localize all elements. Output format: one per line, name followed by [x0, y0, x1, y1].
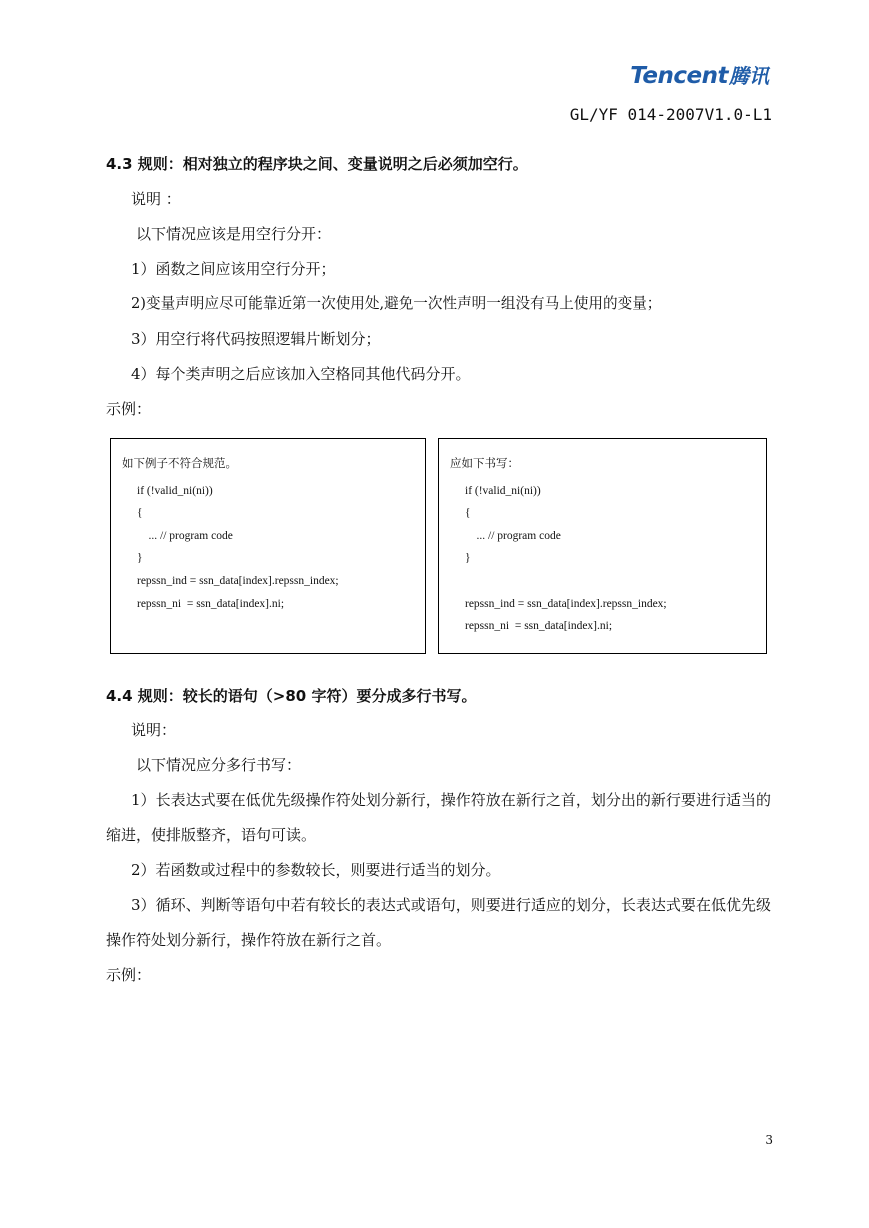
bad-example-box — [110, 438, 426, 654]
logo-text-en: Tencent — [630, 63, 728, 89]
good-example-box — [438, 438, 767, 654]
code-line: if (!valid_ni(ni)) — [465, 485, 541, 497]
good-example-title: 应如下书写： — [450, 456, 519, 470]
code-line: } — [465, 552, 471, 564]
code-line: ... // program code — [465, 530, 561, 542]
section-4-3-example-label: 示例： — [106, 400, 152, 418]
code-line: repssn_ind = ssn_data[index].repssn_index; — [465, 598, 667, 610]
page-number: 3 — [765, 1133, 773, 1147]
code-line: } — [137, 552, 143, 564]
section-4-4-example-label: 示例： — [106, 966, 152, 984]
section-4-4-item-1: 1）长表达式要在低优先级操作符处划分新行，操作符放在新行之首，划分出的新行要进行适当的缩进，使排版整齐，语句可读。 — [106, 791, 771, 844]
section-4-3-item-1: 1）函数之间应该用空行分开； — [131, 260, 336, 278]
bad-example-title: 如下例子不符合规范。 — [122, 456, 237, 470]
section-4-4-intro: 以下情况应分多行书写： — [136, 756, 302, 774]
section-4-3-note-label: 说明 ： — [131, 190, 181, 208]
section-4-4-item-3: 3）循环、判断等语句中若有较长的表达式或语句，则要进行适应的划分，长表达式要在低优先级操作符处划分新行，操作符放在新行之首。 — [106, 896, 771, 949]
code-line: if (!valid_ni(ni)) — [137, 485, 213, 497]
section-4-4-note-label: 说明： — [131, 721, 177, 739]
code-line: repssn_ni = ssn_data[index].ni; — [465, 620, 613, 632]
code-line: ... // program code — [137, 530, 233, 542]
document-number: GL/YF 014-2007V1.0-L1 — [569, 105, 772, 124]
logo-text-cn: 腾讯 — [729, 64, 769, 88]
section-4-4-item-2: 2）若函数或过程中的参数较长，则要进行适当的划分。 — [131, 861, 501, 879]
section-4-3-item-4: 4）每个类声明之后应该加入空格同其他代码分开。 — [131, 365, 471, 383]
tencent-logo — [630, 60, 769, 89]
code-line: repssn_ni = ssn_data[index].ni; — [137, 598, 285, 610]
code-line: { — [137, 507, 143, 519]
code-line: repssn_ind = ssn_data[index].repssn_index; — [137, 575, 339, 587]
section-4-3-item-2: 2)变量声明应尽可能靠近第一次使用处,避免一次性声明一组没有马上使用的变量； — [131, 295, 662, 312]
code-line: { — [465, 507, 471, 519]
section-4-3-item-3: 3）用空行将代码按照逻辑片断划分； — [131, 330, 381, 348]
section-4-3-intro: 以下情况应该是用空行分开： — [136, 225, 332, 243]
section-4-3-heading: 4.3 规则：相对独立的程序块之间、变量说明之后必须加空行。 — [106, 155, 528, 173]
section-4-4-heading: 4.4 规则：较长的语句（>80 字符）要分成多行书写。 — [106, 687, 477, 705]
